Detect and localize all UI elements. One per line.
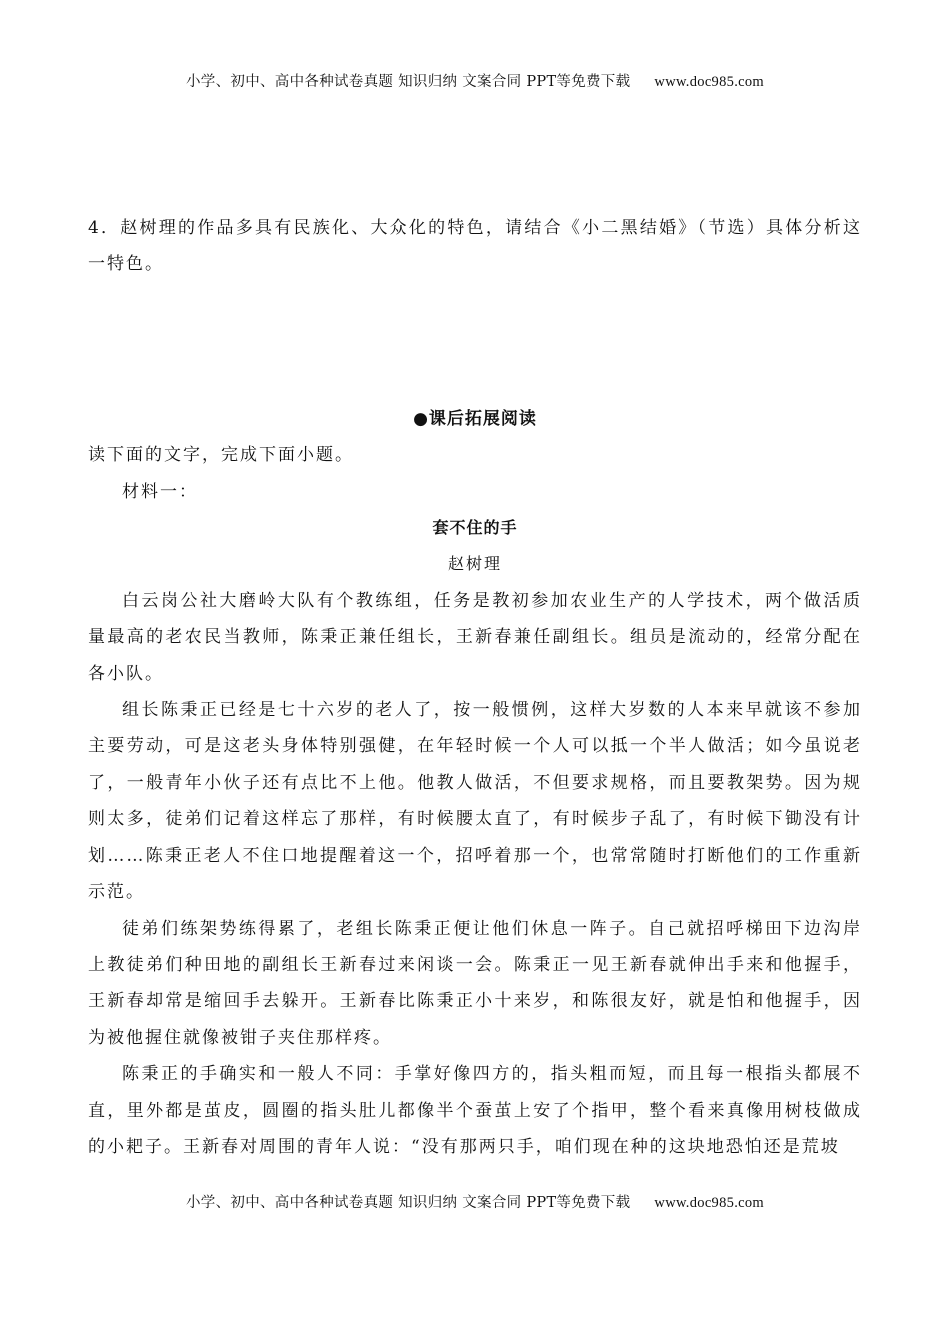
story-paragraph: 组长陈秉正已经是七十六岁的老人了，按一般惯例，这样大岁数的人本来早就该不参加主要劳动，可是这老头身体特别强健，在年轻时候一个人可以抵一个半人做活；如今虽说老了，一般青年小伙子还有点比不上他。他教人做活，不但要求规格，而且要教架势。因为规则太多，徒弟们记着这样忘了那样，有时候腰太直了，有时候步子乱了，有时候下锄没有计划……陈秉正老人不住口地提醒着这一个，招呼着那一个，也常常随时打断他们的工作重新示范。: [88, 700, 862, 903]
story-paragraph: 白云岗公社大磨岭大队有个教练组，任务是教初参加农业生产的人学技术，两个做活质量最高的老农民当教师，陈秉正兼任组长，王新春兼任副组长。组员是流动的，经常分配在各小队。: [88, 590, 862, 684]
instruction: 读下面的文字，完成下面小题。: [88, 445, 354, 466]
header-text: 小学、初中、高中各种试卷真题 知识归纳 文案合同 PPT等免费下载: [186, 74, 631, 90]
footer-url[interactable]: www.doc985.com: [654, 1195, 764, 1211]
footer-text: 小学、初中、高中各种试卷真题 知识归纳 文案合同 PPT等免费下载: [186, 1195, 631, 1211]
story-author: 赵树理: [447, 554, 502, 574]
section-title: ●课后拓展阅读: [413, 408, 537, 429]
question-4: 4．赵树理的作品多具有民族化、大众化的特色，请结合《小二黑结婚》（节选）具体分析这一特色。: [88, 218, 862, 275]
material-label: 材料一：: [122, 481, 198, 502]
page-footer: [0, 1191, 950, 1212]
story-paragraph: 徒弟们练架势练得累了，老组长陈秉正便让他们休息一阵子。自己就招呼梯田下边沟岸上教徒弟们种田地的副组长王新春过来闲谈一会。陈秉正一见王新春就伸出手来和他握手，王新春却常是缩回手去躲开。王新春比陈秉正小十来岁，和陈很友好，就是怕和他握手，因为被他握住就像被钳子夹住那样疼。: [88, 918, 862, 1048]
header-url[interactable]: www.doc985.com: [654, 74, 764, 90]
story-paragraph: 陈秉正的手确实和一般人不同：手掌好像四方的，指头粗而短，而且每一根指头都展不直，里外都是茧皮，圆圈的指头肚儿都像半个蚕茧上安了个指甲，整个看来真像用树枝做成的小耙子。王新春对周围的青年人说：“没有那两只手，咱们现在种的这块地恐怕还是荒坡: [88, 1064, 862, 1157]
page-header: [0, 70, 950, 91]
story-title: 套不住的手: [432, 518, 518, 538]
document-body: [88, 210, 862, 1165]
